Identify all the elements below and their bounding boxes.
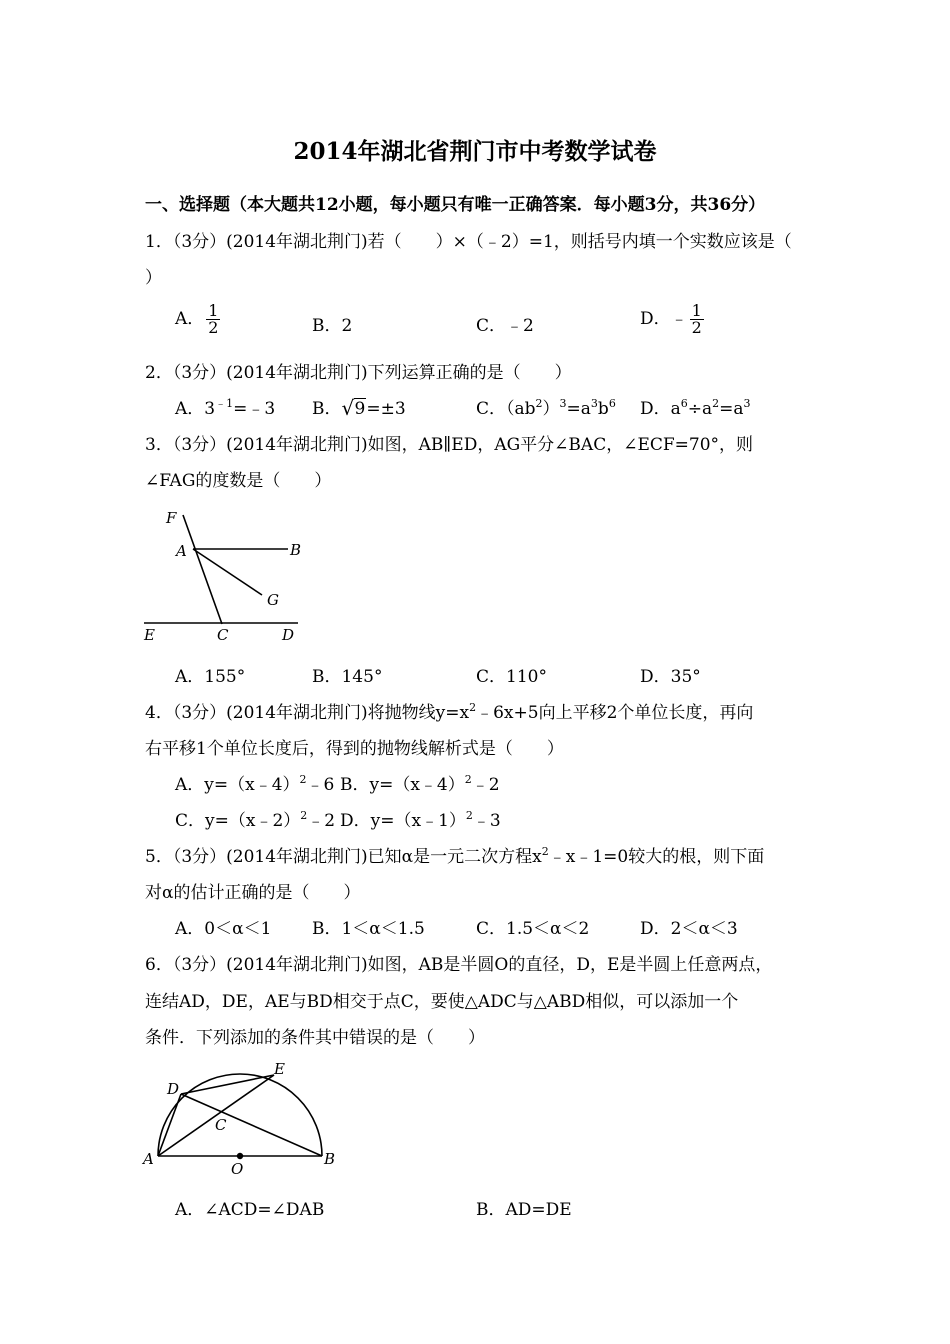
q3-option-c: C．110° — [476, 667, 547, 687]
q4-option-b: B．y=（x﹣4）$^2$﹣2 — [340, 773, 500, 795]
q5-option-d: D．2＜α＜3 — [640, 919, 738, 939]
q5-option-a: A．0＜α＜1 — [175, 919, 272, 939]
label-f: F — [166, 509, 177, 527]
label-e: E — [274, 1060, 285, 1078]
q2-option-a: A．$3^{﹣1}=﹣3$ — [175, 397, 276, 419]
q5-option-c: C．1.5＜α＜2 — [476, 919, 590, 939]
q6-stem-line3: 条件．下列添加的条件其中错误的是（ ） — [145, 1028, 485, 1048]
fraction: $\frac{1}{2}$ — [208, 301, 219, 337]
label-c: C — [217, 626, 229, 644]
label-d: D — [167, 1080, 180, 1098]
q2-option-c: C．$(ab^2)^3=a^3b^6$ — [476, 397, 616, 419]
section-heading: 一、选择题（本大题共12小题，每小题只有唯一正确答案．每小题3分，共36分） — [145, 195, 766, 215]
label-c: C — [215, 1116, 227, 1134]
q6-stem-line2: 连结AD，DE，AE与BD相交于点C，要使△ADC与△ABD相似，可以添加一个 — [145, 992, 739, 1012]
q3-option-a: A．155° — [175, 667, 246, 687]
page-title: 2014年湖北省荆门市中考数学试卷 — [293, 138, 657, 165]
q2-option-d: D．$a^6\div a^2=a^3$ — [640, 397, 751, 419]
q2-option-b: B． √ 9=±3 — [312, 396, 406, 420]
q3-option-b: B．145° — [312, 667, 383, 687]
q2-stem: 2．（3分）(2014年湖北荆门)下列运算正确的是（ ） — [145, 363, 572, 383]
label-o: O — [231, 1160, 244, 1178]
q5-stem-line1: 5．（3分）(2014年湖北荆门)已知α是一元二次方程$x^2﹣x﹣1=0$较大的根，则下面 — [145, 845, 765, 867]
q4-option-a: A．y=（x﹣4）$^2$﹣6 — [175, 773, 335, 795]
q4-option-c: C．y=（x﹣2）$^2$﹣2 — [175, 809, 336, 831]
q1-option-b: B．2 — [312, 316, 353, 336]
line-fc — [183, 515, 222, 624]
center-point-o — [237, 1153, 243, 1159]
q6-stem-line1: 6．（3分）(2014年湖北荆门)如图，AB是半圆O的直径，D，E是半圆上任意两点， — [145, 955, 773, 975]
q6-option-b: B．AD=DE — [476, 1200, 572, 1220]
q1-stem-line1: 1．（3分）(2014年湖北荆门)若（ ）×（﹣2）=1，则括号内填一个实数应该是（ — [145, 232, 792, 252]
q3-stem-line2: ∠FAG的度数是（ ） — [145, 471, 332, 491]
q1-stem-line2: ） — [145, 268, 162, 288]
label-a: A — [143, 1150, 154, 1168]
q4-stem-line2: 右平移1个单位长度后，得到的抛物线解析式是（ ） — [145, 739, 564, 759]
q6-figure — [138, 1058, 343, 1178]
line-ad — [158, 1094, 181, 1156]
label-g: G — [267, 591, 279, 609]
semicircle-arc — [158, 1074, 322, 1156]
label-d: D — [282, 626, 295, 644]
q1-option-a: A． $\frac{1}{2}$ — [175, 301, 219, 337]
q6-option-a: A．∠ACD=∠DAB — [175, 1200, 325, 1220]
q4-option-d: D．y=（x﹣1）$^2$﹣3 — [340, 809, 501, 831]
label-b: B — [324, 1150, 336, 1168]
q4-stem-line1: 4．（3分）(2014年湖北荆门)将抛物线$y=x^2﹣6x+5$向上平移2个单位长度，再向 — [145, 701, 754, 723]
q3-stem-line1: 3．（3分）(2014年湖北荆门)如图，AB∥ED，AG平分∠BAC，∠ECF=70°，则 — [145, 435, 754, 455]
label-e: E — [144, 626, 155, 644]
q1-option-d: D．﹣ $\frac{1}{2}$ — [640, 301, 702, 337]
q1-option-c: C．﹣2 — [476, 316, 534, 336]
q5-stem-line2: 对α的估计正确的是（ ） — [145, 883, 361, 903]
q3-option-d: D．35° — [640, 667, 701, 687]
label-a: A — [176, 542, 187, 560]
fraction: $\frac{1}{2}$ — [691, 301, 702, 337]
label-b: B — [290, 541, 302, 559]
sqrt-sign: √ 9 — [341, 396, 366, 420]
q3-figure — [138, 505, 313, 645]
q5-option-b: B．1＜α＜1.5 — [312, 919, 425, 939]
